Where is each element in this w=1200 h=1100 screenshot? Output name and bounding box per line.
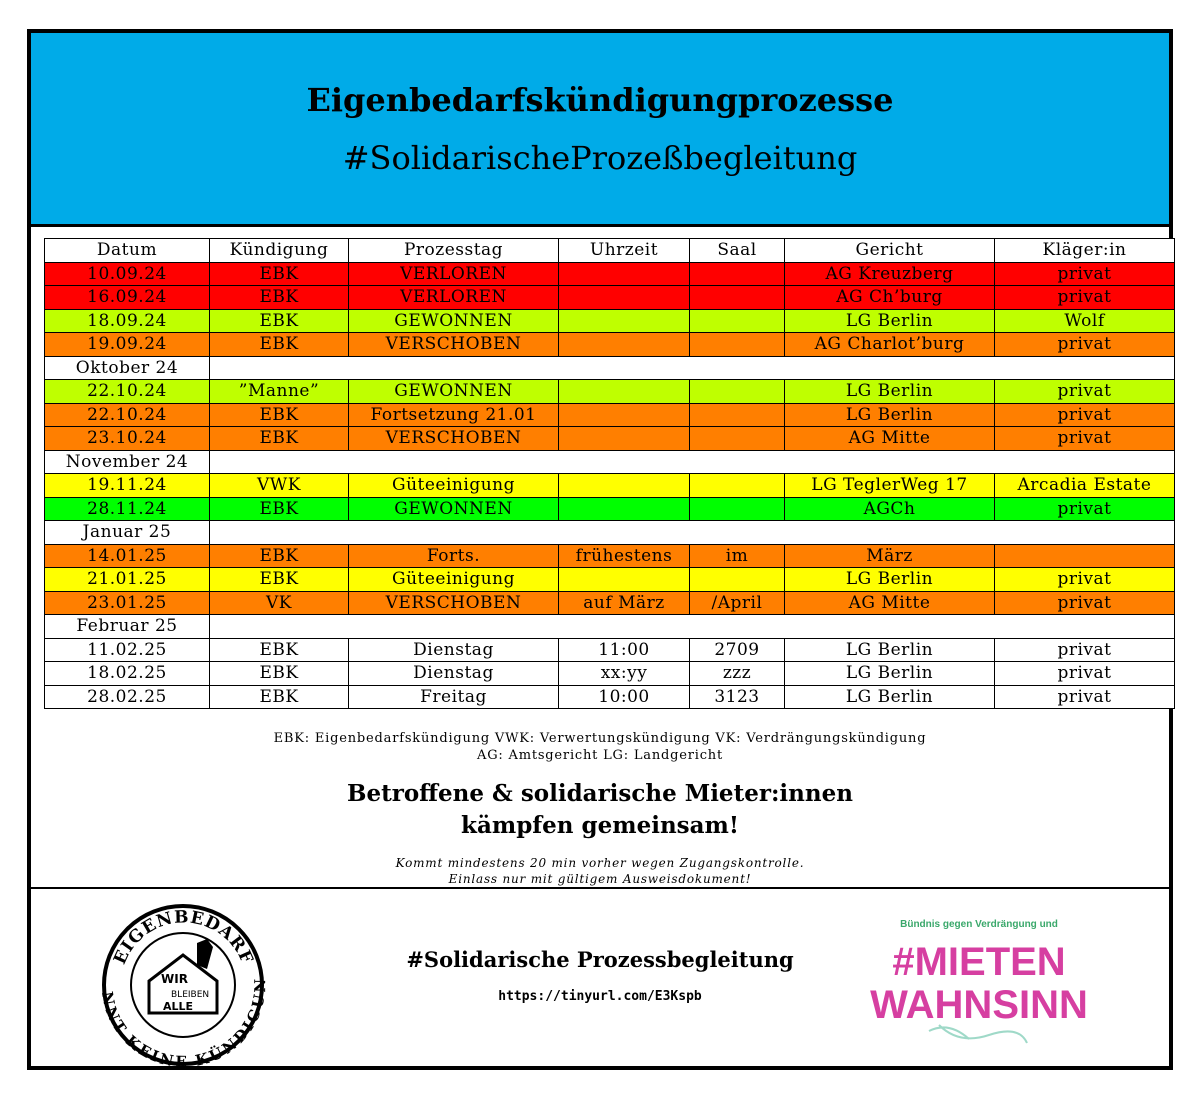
table-cell [559,262,690,286]
table-cell [995,544,1175,568]
table-cell: Dienstag [349,662,559,686]
table-cell: VWK [210,474,349,498]
table-cell: zzz [690,662,785,686]
abbreviation-legend [31,730,1169,764]
table-row [45,638,1175,662]
table-cell: Dienstag [349,638,559,662]
table-cell: privat [995,497,1175,521]
table-cell: Arcadia Estate [995,474,1175,498]
table-cell [690,568,785,592]
footer [31,887,1169,1072]
slogan [31,778,1169,842]
table-cell: AG Kreuzberg [785,262,995,286]
table-cell: privat [995,662,1175,686]
table-cell: Güteeinigung [349,568,559,592]
logo-right-top: Bündnis gegen Verdrängung und [900,919,1058,930]
table-cell [690,403,785,427]
table-cell: LG Berlin [785,403,995,427]
column-header: Gericht [785,239,995,263]
table-cell: EBK [210,638,349,662]
table-cell: GEWONNEN [349,309,559,333]
column-header: Kündigung [210,239,349,263]
table-cell [690,427,785,451]
table-cell: AG Ch’burg [785,286,995,310]
table-cell: LG Berlin [785,685,995,709]
table-row [45,427,1175,451]
table-cell: EBK [210,427,349,451]
table-row [45,544,1175,568]
table-cell: LG Berlin [785,380,995,404]
table-cell: Wolf [995,309,1175,333]
table-cell: März [785,544,995,568]
table-row [45,568,1175,592]
table-cell: 21.01.25 [45,568,210,592]
table-cell: EBK [210,262,349,286]
month-separator-row [45,450,1175,474]
table-cell: Forts. [349,544,559,568]
month-spacer [210,615,1175,639]
footer-url[interactable]: https://tinyurl.com/E3Kspb [498,989,702,1004]
table-cell: AG Mitte [785,591,995,615]
table-cell: 2709 [690,638,785,662]
table-cell: EBK [210,333,349,357]
table-cell: Güteeinigung [349,474,559,498]
table-cell: GEWONNEN [349,380,559,404]
table-cell: 28.02.25 [45,685,210,709]
poster-frame [27,29,1173,1070]
table-cell: xx:yy [559,662,690,686]
month-separator-row [45,615,1175,639]
month-label: Oktober 24 [45,356,210,380]
table-row [45,497,1175,521]
table-cell: VERLOREN [349,286,559,310]
table-cell: 10:00 [559,685,690,709]
legend-line-1: EBK: Eigenbedarfskündigung VWK: Verwertungskündigung VK: Verdrängungskündigung [273,731,927,746]
table-cell: VERSCHOBEN [349,427,559,451]
table-cell: 22.10.24 [45,380,210,404]
table-cell: AGCh [785,497,995,521]
table-cell: Freitag [349,685,559,709]
logo-center-2: BLEIBEN [171,990,210,1000]
page-title: Eigenbedarfskündigungprozesse [306,81,894,119]
month-label: November 24 [45,450,210,474]
table-cell [559,380,690,404]
mietenwahnsinn-logo [870,913,1088,1057]
table-header-row [45,239,1175,263]
table-row [45,403,1175,427]
column-header: Prozesstag [349,239,559,263]
month-label: Februar 25 [45,615,210,639]
table-cell [559,333,690,357]
table-cell [559,497,690,521]
table-cell: LG TeglerWeg 17 [785,474,995,498]
table-cell: frühestens [559,544,690,568]
table-cell: privat [995,685,1175,709]
table-cell: 16.09.24 [45,286,210,310]
table-cell: 23.01.25 [45,591,210,615]
note-line-2: Einlass nur mit gültigem Ausweisdokument! [448,872,752,886]
table-cell: 18.02.25 [45,662,210,686]
table-cell: EBK [210,568,349,592]
footer-hashtag: #Solidarische Prozessbegleitung [406,947,794,972]
table-cell: VERLOREN [349,262,559,286]
table-cell: AG Charlot’burg [785,333,995,357]
table-row [45,333,1175,357]
table-cell: privat [995,568,1175,592]
table-cell: EBK [210,309,349,333]
table-row [45,380,1175,404]
table-cell: /April [690,591,785,615]
table-cell [559,568,690,592]
slogan-line-2: kämpfen gemeinsam! [461,812,739,839]
mietenwahnsinn-logo-icon [870,913,1088,1053]
table-cell: EBK [210,403,349,427]
column-header: Uhrzeit [559,239,690,263]
month-spacer [210,450,1175,474]
table-row [45,474,1175,498]
table-cell: EBK [210,685,349,709]
table-cell: privat [995,286,1175,310]
table-row [45,286,1175,310]
table-cell: 19.09.24 [45,333,210,357]
table-cell: 18.09.24 [45,309,210,333]
table-cell: VERSCHOBEN [349,333,559,357]
entry-note [31,855,1169,887]
table-cell [559,474,690,498]
month-label: Januar 25 [45,521,210,545]
table-row [45,262,1175,286]
table-cell: auf März [559,591,690,615]
table-row [45,591,1175,615]
table-cell [690,474,785,498]
table-cell [559,286,690,310]
table-cell [690,380,785,404]
page-subtitle: #SolidarischeProzeßbegleitung [342,139,858,177]
table-cell: VERSCHOBEN [349,591,559,615]
table-cell: 19.11.24 [45,474,210,498]
table-cell: EBK [210,497,349,521]
table-cell: privat [995,262,1175,286]
eigenbedarf-logo [101,903,266,1072]
table-cell [559,427,690,451]
table-cell [690,262,785,286]
table-cell: AG Mitte [785,427,995,451]
logo-right-line2: WAHNSINN [870,983,1088,1027]
table-cell: VK [210,591,349,615]
month-separator-row [45,356,1175,380]
table-cell: LG Berlin [785,638,995,662]
logo-ring-top: EIGENBEDARF [110,907,257,968]
table-cell [690,497,785,521]
table-cell: 22.10.24 [45,403,210,427]
table-cell: Fortsetzung 21.01 [349,403,559,427]
schedule-table [44,238,1175,709]
table-cell: privat [995,591,1175,615]
table-cell: privat [995,403,1175,427]
table-cell: 14.01.25 [45,544,210,568]
table-cell [690,286,785,310]
table-row [45,685,1175,709]
table-cell: 11:00 [559,638,690,662]
table-cell: 10.09.24 [45,262,210,286]
table-cell [690,309,785,333]
month-separator-row [45,521,1175,545]
column-header: Kläger:in [995,239,1175,263]
logo-ring-bottom: NT KEINE KÜNDIG [101,1004,265,1068]
table-cell [559,403,690,427]
table-cell [690,333,785,357]
column-header: Datum [45,239,210,263]
eigenbedarf-logo-icon [101,903,266,1068]
header-banner [31,33,1169,227]
table-cell: privat [995,333,1175,357]
table-body [45,262,1175,709]
table-cell: privat [995,638,1175,662]
month-spacer [210,356,1175,380]
table-cell: LG Berlin [785,662,995,686]
table-cell: EBK [210,286,349,310]
slogan-line-1: Betroffene & solidarische Mieter:innen [347,780,853,807]
table-cell: im [690,544,785,568]
table-cell [559,309,690,333]
table-row [45,309,1175,333]
table-cell: LG Berlin [785,309,995,333]
table-cell: LG Berlin [785,568,995,592]
month-spacer [210,521,1175,545]
table-cell: 28.11.24 [45,497,210,521]
table-cell: EBK [210,544,349,568]
table-cell: 3123 [690,685,785,709]
table-cell: 11.02.25 [45,638,210,662]
table-cell: privat [995,427,1175,451]
logo-right-line1: #MIETEN [892,940,1066,984]
legend-line-2: AG: Amtsgericht LG: Landgericht [477,748,723,763]
table-cell: privat [995,380,1175,404]
table-cell: GEWONNEN [349,497,559,521]
table-cell: 23.10.24 [45,427,210,451]
column-header: Saal [690,239,785,263]
table-cell: EBK [210,662,349,686]
table-row [45,662,1175,686]
logo-center-3: ALLE [163,1000,194,1013]
logo-center-1: WIR [161,972,188,986]
note-line-1: Kommt mindestens 20 min vorher wegen Zugangskontrolle. [395,856,805,870]
table-cell: ”Manne” [210,380,349,404]
